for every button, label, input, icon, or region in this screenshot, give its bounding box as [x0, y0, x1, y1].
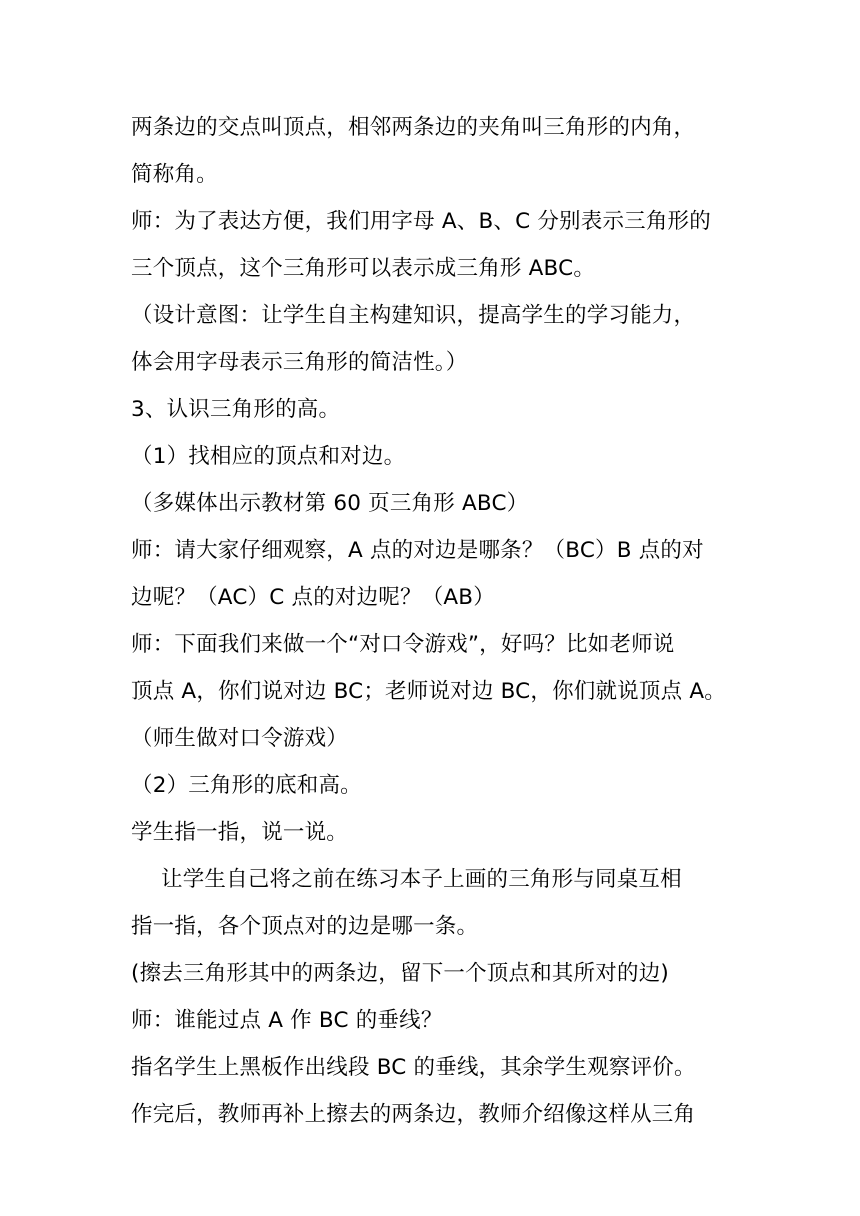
- text-line: （师生做对口令游戏）: [131, 726, 349, 751]
- text-line: （多媒体出示教材第 60 页三角形 ABC）: [131, 491, 529, 516]
- text-line: 让学生自己将之前在练习本子上画的三角形与同桌互相: [161, 867, 682, 892]
- text-line: （2）三角形的底和高。: [131, 773, 362, 798]
- text-line: 师：请大家仔细观察，A 点的对边是哪条？（BC）B 点的对: [131, 538, 704, 563]
- document-body: [131, 104, 741, 1138]
- text-line: （设计意图：让学生自主构建知识，提高学生的学习能力，: [131, 303, 696, 328]
- text-line: 顶点 A，你们说对边 BC；老师说对边 BC，你们就说顶点 A。: [131, 679, 726, 704]
- text-line: 三个顶点，这个三角形可以表示成三角形 ABC。: [131, 256, 596, 281]
- text-line: 师：下面我们来做一个“对口令游戏”，好吗？比如老师说: [131, 632, 675, 657]
- text-line: 师：谁能过点 A 作 BC 的垂线？: [131, 1008, 443, 1033]
- text-line: 指名学生上黑板作出线段 BC 的垂线，其余学生观察评价。: [131, 1055, 696, 1080]
- text-line: 作完后，教师再补上擦去的两条边，教师介绍像这样从三角: [131, 1102, 696, 1127]
- text-line: 指一指，各个顶点对的边是哪一条。: [131, 914, 479, 939]
- text-line: （1）找相应的顶点和对边。: [131, 444, 406, 469]
- text-line: 师：为了表达方便，我们用字母 A、B、C 分别表示三角形的: [131, 209, 711, 234]
- text-line: (擦去三角形其中的两条边，留下一个顶点和其所对的边): [131, 961, 669, 986]
- text-line: 学生指一指，说一说。: [131, 820, 349, 845]
- text-line: 3、认识三角形的高。: [131, 397, 341, 422]
- text-line: 体会用字母表示三角形的简洁性。）: [131, 350, 468, 375]
- text-line: 边呢？（AC）C 点的对边呢？（AB）: [131, 585, 495, 610]
- text-line: 两条边的交点叫顶点，相邻两条边的夹角叫三角形的内角，: [131, 115, 696, 140]
- text-line: 简称角。: [131, 162, 218, 187]
